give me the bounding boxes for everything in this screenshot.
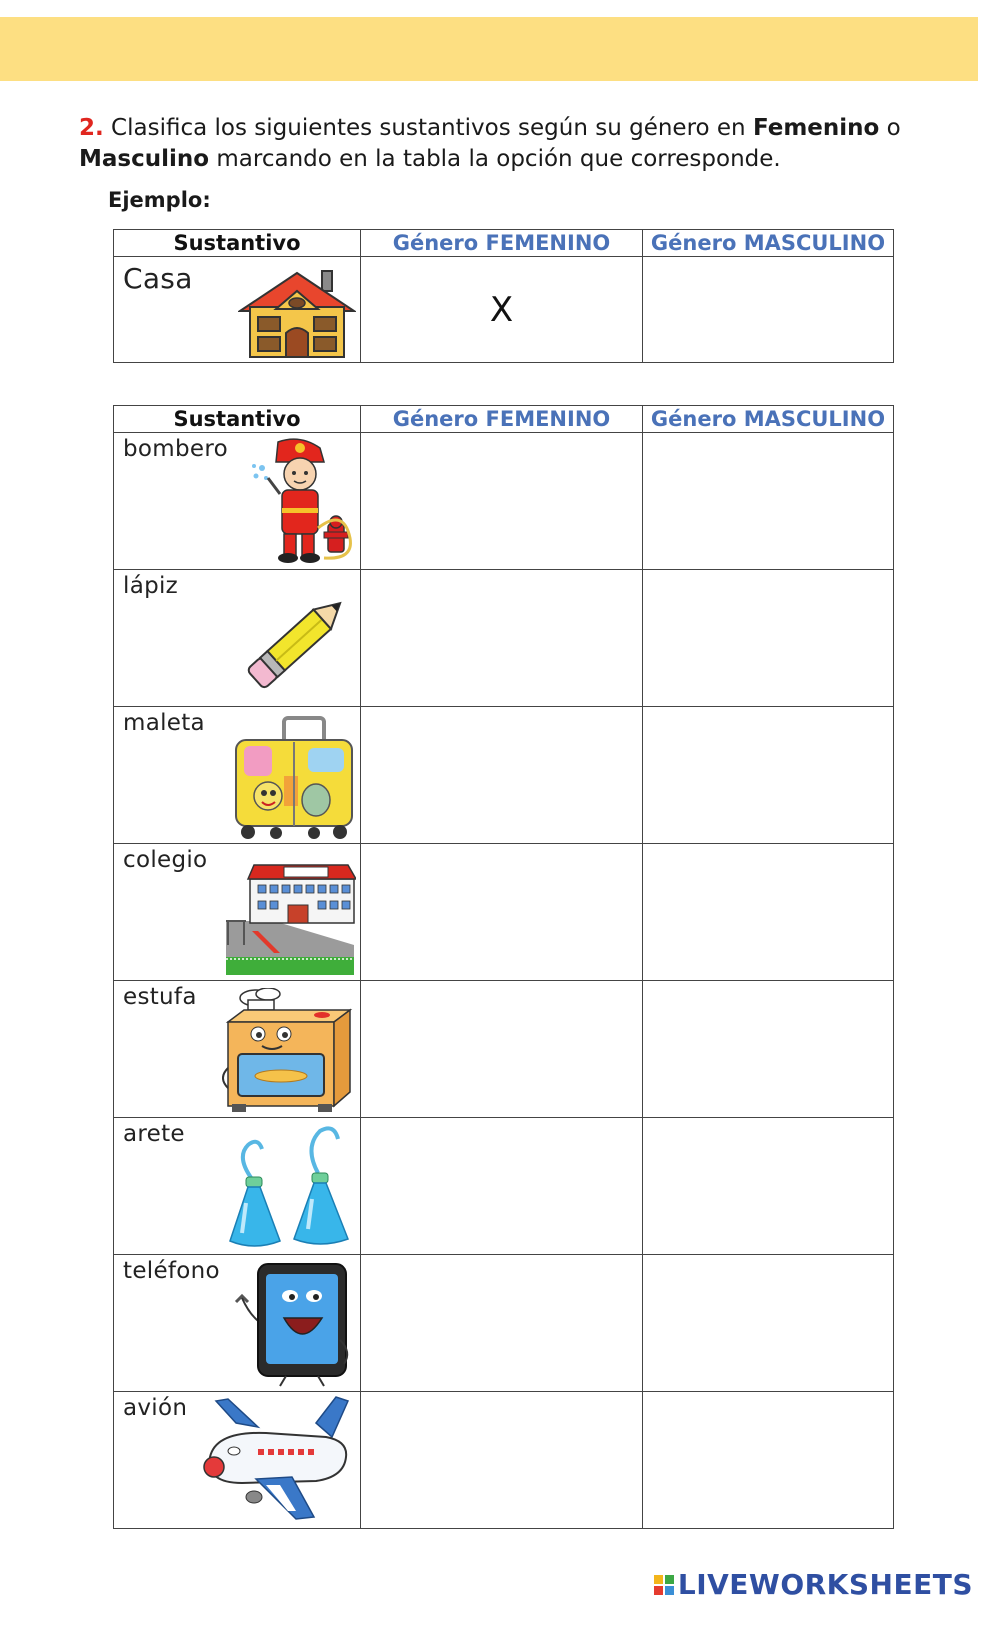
airplane-icon	[196, 1393, 356, 1525]
noun-label: maleta	[123, 710, 205, 736]
example-noun: Casa	[123, 262, 193, 295]
suitcase-icon	[228, 716, 356, 840]
table-row	[114, 1392, 894, 1529]
noun-cell	[114, 433, 361, 570]
table-row	[114, 1255, 894, 1392]
femenino-cell[interactable]	[361, 1255, 643, 1392]
table-row	[114, 981, 894, 1118]
noun-label: estufa	[123, 984, 197, 1010]
instruction-text-3: marcando en la tabla la opción que corresponde.	[209, 146, 781, 172]
noun-cell	[114, 1392, 361, 1529]
table-row	[114, 433, 894, 570]
house-icon	[238, 267, 356, 359]
example-noun-cell	[114, 257, 361, 363]
femenino-cell[interactable]	[361, 981, 643, 1118]
liveworksheets-logo	[654, 1568, 973, 1601]
logo-text: LIVEWORKSHEETS	[677, 1568, 973, 1601]
masculino-cell[interactable]	[643, 707, 894, 844]
table-row	[114, 707, 894, 844]
noun-cell	[114, 981, 361, 1118]
masculino-cell[interactable]	[643, 981, 894, 1118]
table-row	[114, 844, 894, 981]
femenino-cell[interactable]	[361, 570, 643, 707]
table-row	[114, 1118, 894, 1255]
example-femenino-cell[interactable]: X	[361, 257, 643, 363]
example-masculino-cell[interactable]	[643, 257, 894, 363]
noun-label: bombero	[123, 436, 228, 462]
school-icon	[224, 861, 356, 977]
table-row	[114, 570, 894, 707]
stove-icon	[222, 988, 356, 1114]
masculino-cell[interactable]	[643, 433, 894, 570]
femenino-cell[interactable]	[361, 1392, 643, 1529]
example-table	[113, 229, 894, 363]
femenino-cell[interactable]	[361, 844, 643, 981]
firefighter-icon	[244, 438, 356, 566]
femenino-cell[interactable]	[361, 707, 643, 844]
header-band	[0, 17, 978, 81]
femenino-cell[interactable]	[361, 1118, 643, 1255]
noun-label: avión	[123, 1395, 188, 1421]
masculino-cell[interactable]	[643, 1255, 894, 1392]
header-masculino: Género MASCULINO	[643, 406, 894, 433]
noun-cell	[114, 707, 361, 844]
noun-label: lápiz	[123, 573, 179, 599]
noun-cell	[114, 1118, 361, 1255]
noun-cell	[114, 1255, 361, 1392]
classification-table	[113, 405, 894, 1529]
noun-cell	[114, 844, 361, 981]
instruction-text-1: Clasifica los siguientes sustantivos según su género en	[103, 115, 753, 141]
noun-label: teléfono	[123, 1258, 220, 1284]
header-femenino: Género FEMENINO	[361, 230, 643, 257]
header-sustantivo: Sustantivo	[114, 230, 361, 257]
header-femenino: Género FEMENINO	[361, 406, 643, 433]
noun-cell	[114, 570, 361, 707]
noun-label: colegio	[123, 847, 208, 873]
example-label: Ejemplo:	[108, 188, 211, 212]
exercise-instruction	[79, 113, 919, 175]
instruction-bold-femenino: Femenino	[752, 115, 880, 141]
masculino-cell[interactable]	[643, 1118, 894, 1255]
header-masculino: Género MASCULINO	[643, 230, 894, 257]
masculino-cell[interactable]	[643, 1392, 894, 1529]
header-sustantivo: Sustantivo	[114, 406, 361, 433]
pencil-icon	[238, 581, 356, 703]
masculino-cell[interactable]	[643, 844, 894, 981]
masculino-cell[interactable]	[643, 570, 894, 707]
exercise-number: 2.	[79, 115, 104, 141]
instruction-text-2: o	[879, 115, 901, 141]
phone-icon	[228, 1260, 356, 1388]
earrings-icon	[228, 1123, 356, 1251]
instruction-bold-masculino: Masculino	[79, 146, 210, 172]
femenino-cell[interactable]	[361, 433, 643, 570]
noun-label: arete	[123, 1121, 185, 1147]
logo-grid-icon	[654, 1575, 674, 1595]
